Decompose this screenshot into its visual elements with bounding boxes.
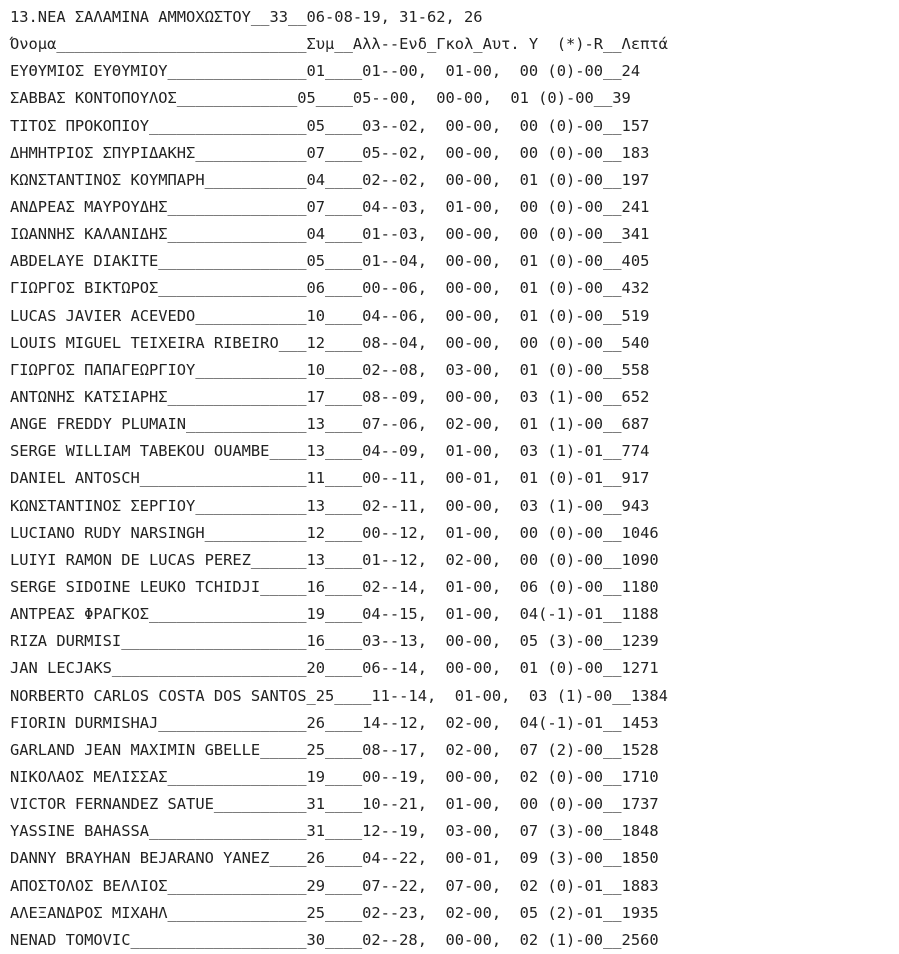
- player-row: ΕΥΘΥΜΙΟΣ ΕΥΘΥΜΙΟΥ_______________01____01--00, 01-00, 00 (0)-00__24: [10, 62, 641, 81]
- player-row: LUIYI RAMON DE LUCAS PEREZ______13____01--12, 02-00, 00 (0)-00__1090: [10, 550, 659, 569]
- player-row: YASSINE BAHASSA_________________31____12--19, 03-00, 07 (3)-00__1848: [10, 822, 659, 841]
- document-title: 13.ΝΕΑ ΣΑΛΑΜΙΝΑ ΑΜΜΟΧΩΣΤΟΥ__33__06-08-19, 31-62, 26: [10, 8, 483, 26]
- player-row: RIZA DURMISI____________________16____03--13, 00-00, 05 (3)-00__1239: [10, 632, 659, 651]
- player-row: ΓΙΩΡΓΟΣ ΠΑΠΑΓΕΩΡΓΙΟΥ____________10____02--08, 03-00, 01 (0)-00__558: [10, 360, 650, 379]
- player-row: ΝΙΚΟΛΑΟΣ ΜΕΛΙΣΣΑΣ_______________19____00--19, 00-00, 02 (0)-00__1710: [10, 767, 659, 786]
- player-row: FIORIN DURMISHAJ________________26____14--12, 02-00, 04(-1)-01__1453: [10, 713, 659, 732]
- player-row: ΙΩΑΝΝΗΣ ΚΑΛΑΝΙΔΗΣ_______________04____01--03, 00-00, 00 (0)-00__341: [10, 225, 650, 244]
- player-row: ΑΝΔΡΕΑΣ ΜΑΥΡΟΥΔΗΣ_______________07____04--03, 01-00, 00 (0)-00__241: [10, 197, 650, 216]
- player-row: GARLAND JEAN MAXIMIN GBELLE_____25____08--17, 02-00, 07 (2)-00__1528: [10, 740, 659, 759]
- player-row: ΚΩΝΣΤΑΝΤΙΝΟΣ ΚΟΥΜΠΑΡΗ___________04____02--02, 00-00, 01 (0)-00__197: [10, 170, 650, 189]
- player-row: ΑΝΤΩΝΗΣ ΚΑΤΣΙΑΡΗΣ_______________17____08--09, 00-00, 03 (1)-00__652: [10, 387, 650, 406]
- player-row: ΑΝΤΡΕΑΣ ΦΡΑΓΚΟΣ_________________19____04--15, 01-00, 04(-1)-01__1188: [10, 605, 659, 624]
- player-row: DANIEL ANTOSCH__________________11____00--11, 00-01, 01 (0)-01__917: [10, 469, 650, 488]
- player-row: ΓΙΩΡΓΟΣ ΒΙΚΤΩΡΟΣ________________06____00--06, 00-00, 01 (0)-00__432: [10, 279, 650, 298]
- player-row: SERGE WILLIAM TABEKOU OUAMBE____13____04--09, 01-00, 03 (1)-01__774: [10, 442, 650, 461]
- player-row: LOUIS MIGUEL TEIXEIRA RIBEIRO___12____08--04, 00-00, 00 (0)-00__540: [10, 333, 650, 352]
- player-row: ΤΙΤΟΣ ΠΡΟΚΟΠΙΟΥ_________________05____03--02, 00-00, 00 (0)-00__157: [10, 116, 650, 135]
- player-row: ΑΛΕΞΑΝΔΡΟΣ ΜΙΧΑΗΛ_______________25____02--23, 02-00, 05 (2)-01__1935: [10, 903, 659, 922]
- player-row: ΣΑΒΒΑΣ ΚΟΝΤΟΠΟΥΛΟΣ_____________05____05--00, 00-00, 01 (0)-00__39: [10, 89, 631, 108]
- player-row: ΑΠΟΣΤΟΛΟΣ ΒΕΛΛΙΟΣ_______________29____07--22, 07-00, 02 (0)-01__1883: [10, 876, 659, 895]
- player-row: ΚΩΝΣΤΑΝΤΙΝΟΣ ΣΕΡΓΙΟΥ____________13____02--11, 00-00, 03 (1)-00__943: [10, 496, 650, 515]
- player-row: JAN LECJAKS_____________________20____06--14, 00-00, 01 (0)-00__1271: [10, 659, 659, 678]
- player-row: SERGE SIDOINE LEUKO TCHIDJI_____16____02--14, 01-00, 06 (0)-00__1180: [10, 577, 659, 596]
- player-row: ΔΗΜΗΤΡΙΟΣ ΣΠΥΡΙΔΑΚΗΣ____________07____05--02, 00-00, 00 (0)-00__183: [10, 143, 650, 162]
- player-list: [0, 58, 899, 954]
- player-row: NENAD TOMOVIC___________________30____02--28, 00-00, 02 (1)-00__2560: [10, 930, 659, 949]
- player-row: ANGE FREDDY PLUMAIN_____________13____07--06, 02-00, 01 (1)-00__687: [10, 415, 650, 434]
- player-row: VICTOR FERNANDEZ SATUE__________31____10--21, 01-00, 00 (0)-00__1737: [10, 795, 659, 814]
- player-row: ABDELAYE DIAKITE________________05____01--04, 00-00, 01 (0)-00__405: [10, 252, 650, 271]
- column-header-row: Όνομα___________________________Συμ__Αλλ--Ενδ_Γκολ_Αυτ. Υ (*)-R__Λεπτά: [10, 35, 668, 54]
- player-row: NORBERTO CARLOS COSTA DOS SANTOS_25____11--14, 01-00, 03 (1)-00__1384: [10, 686, 668, 705]
- player-row: DANNY BRAYHAN BEJARANO YANEZ____26____04--22, 00-01, 09 (3)-00__1850: [10, 849, 659, 868]
- player-row: LUCIANO RUDY NARSINGH___________12____00--12, 01-00, 00 (0)-00__1046: [10, 523, 659, 542]
- player-row: LUCAS JAVIER ACEVEDO____________10____04--06, 00-00, 01 (0)-00__519: [10, 306, 650, 325]
